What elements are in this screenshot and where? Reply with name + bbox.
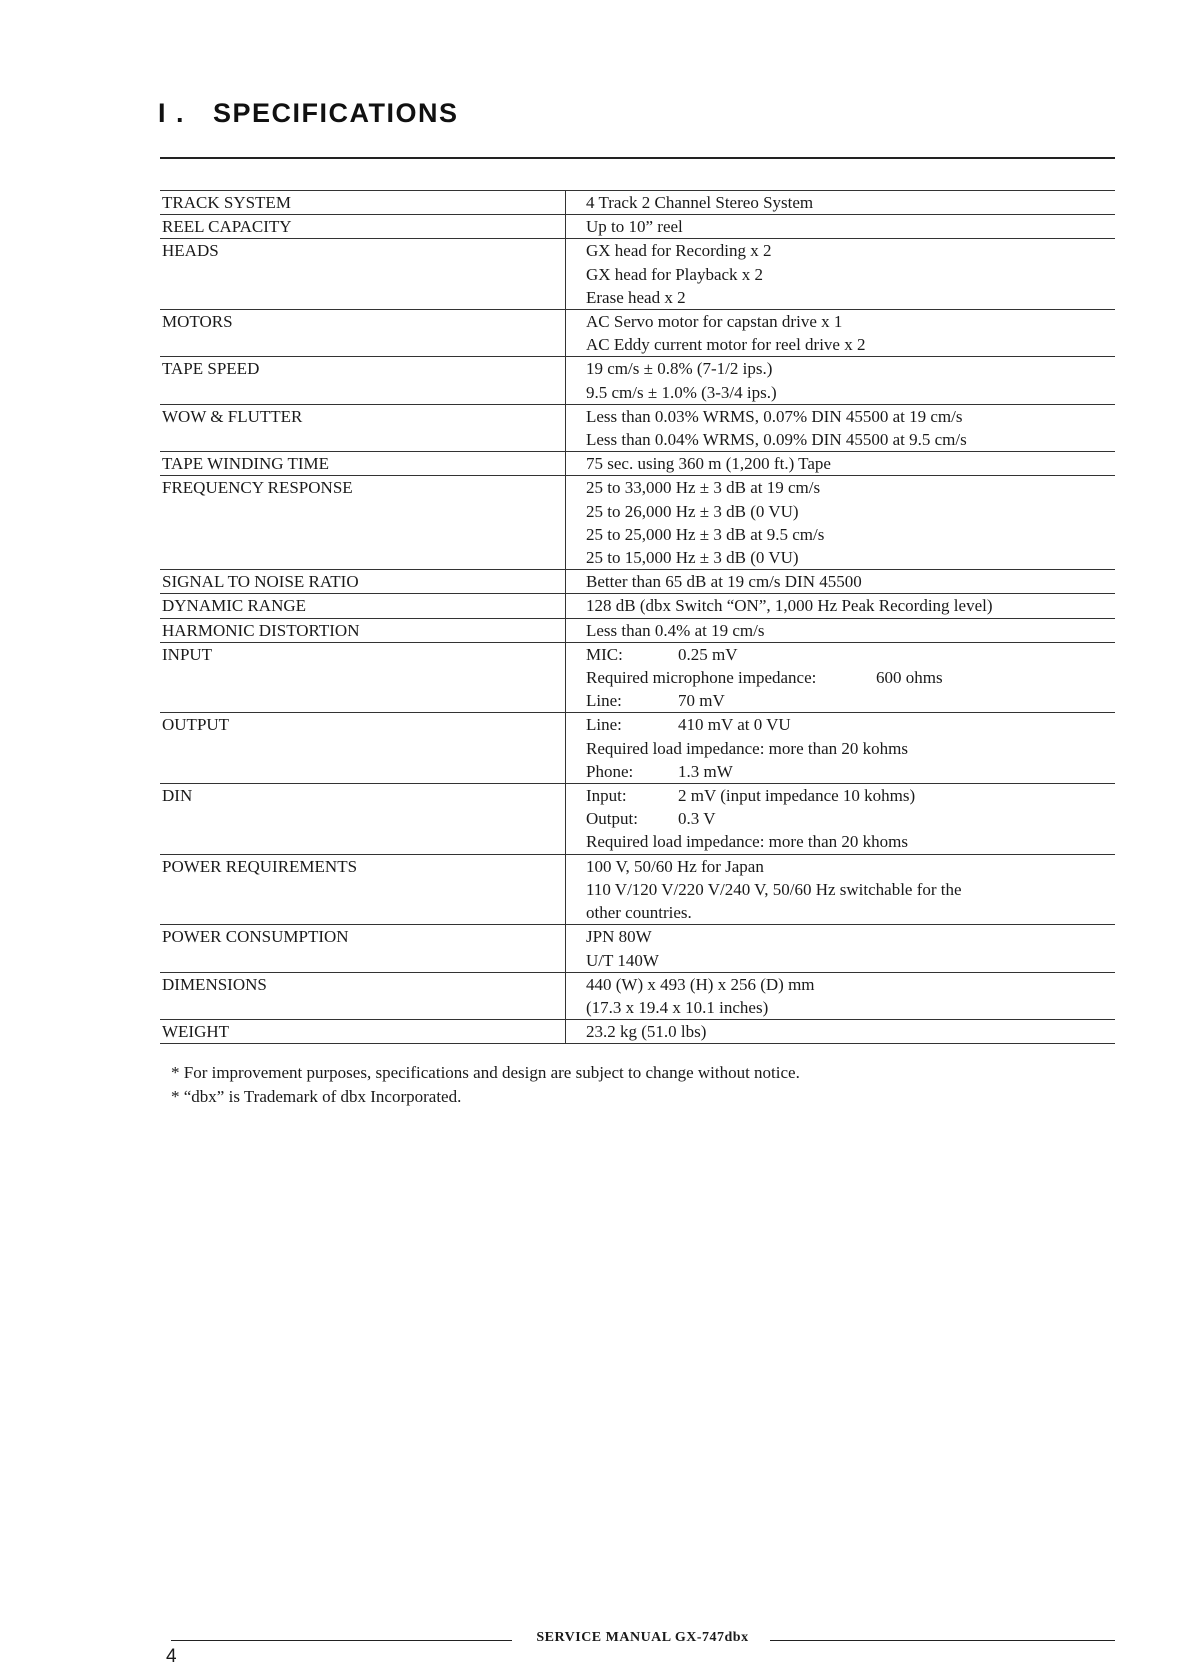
footer-rule-right [770,1640,1115,1641]
spec-values [565,570,1115,593]
spec-value-line [586,949,1115,972]
spec-label: WEIGHT [162,1022,230,1042]
spec-row [160,784,1115,855]
footnote: * “dbx” is Trademark of dbx Incorporated. [171,1086,462,1106]
spec-value-line [586,996,1115,1019]
spec-value-line [586,239,1115,262]
spec-value-line [586,737,1115,760]
spec-value-text: Less than 0.03% WRMS, 0.07% DIN 45500 at 19 cm/s [586,406,963,426]
spec-value-text: 100 V, 50/60 Hz for Japan [586,856,764,876]
section-title: SPECIFICATIONS [213,98,459,128]
spec-value-line [586,689,1115,712]
spec-values [565,405,1115,451]
spec-values [565,713,1115,783]
spec-row [160,357,1115,404]
spec-row [160,239,1115,310]
spec-values [565,476,1115,569]
spec-value-line [586,215,1115,238]
title-rule [160,157,1115,159]
spec-value-text: 25 to 33,000 Hz ± 3 dB at 19 cm/s [586,478,821,498]
spec-value-line [586,333,1115,356]
spec-value-line [586,784,1115,807]
spec-value-key: Required microphone impedance: [586,668,817,688]
spec-row [160,1020,1115,1044]
spec-row [160,310,1115,357]
spec-value-line [586,713,1115,736]
spec-row [160,643,1115,714]
spec-label: DIMENSIONS [162,974,267,994]
spec-value-text: JPN 80W [586,927,652,947]
spec-label: DIN [162,786,193,806]
spec-value-text: AC Eddy current motor for reel drive x 2 [586,335,866,355]
spec-value-line [586,263,1115,286]
spec-value-line [586,901,1115,924]
spec-value-line [586,500,1115,523]
spec-value-text: 440 (W) x 493 (H) x 256 (D) mm [586,974,815,994]
spec-value-text: 19 cm/s ± 0.8% (7-1/2 ips.) [586,359,773,379]
spec-value-text: Better than 65 dB at 19 cm/s DIN 45500 [586,572,862,592]
spec-value-text: (17.3 x 19.4 x 10.1 inches) [586,997,769,1017]
spec-row [160,713,1115,784]
spec-value-text: 0.3 V [678,809,716,829]
spec-value-text: Less than 0.4% at 19 cm/s [586,620,765,640]
page-title [158,98,459,129]
spec-label: OUTPUT [162,715,230,735]
spec-row [160,191,1115,215]
spec-row [160,452,1115,476]
spec-label: HEADS [162,241,219,261]
spec-value-text: 2 mV (input impedance 10 kohms) [678,786,916,806]
spec-value-text: 23.2 kg (51.0 lbs) [586,1022,707,1042]
spec-label: POWER REQUIREMENTS [162,856,358,876]
footnotes [171,1061,800,1108]
spec-value-line [586,381,1115,404]
spec-value-text: 0.25 mV [678,644,738,664]
spec-value-text: AC Servo motor for capstan drive x 1 [586,312,843,332]
spec-row [160,476,1115,570]
spec-value-line [586,643,1115,666]
spec-label: TRACK SYSTEM [162,193,291,212]
spec-value-text: 25 to 25,000 Hz ± 3 dB at 9.5 cm/s [586,524,825,544]
spec-value-line [586,1020,1115,1043]
footer-manual-title: SERVICE MANUAL GX-747dbx [536,1630,749,1645]
spec-label: TAPE SPEED [162,359,260,379]
spec-value-line [586,523,1115,546]
spec-value-line [586,760,1115,783]
spec-value-line [586,830,1115,853]
spec-value-line [586,357,1115,380]
specifications-table [160,190,1115,1044]
spec-value-line [586,594,1115,617]
spec-value-key: Input: [586,786,627,806]
spec-value-line [586,546,1115,569]
spec-value-text: U/T 140W [586,950,659,970]
spec-value-text: 25 to 15,000 Hz ± 3 dB (0 VU) [586,548,799,568]
spec-value-key: MIC: [586,644,623,664]
spec-values [565,191,1115,214]
spec-value-line [586,807,1115,830]
spec-row [160,619,1115,643]
spec-value-text: Required load impedance: more than 20 khoms [586,832,908,852]
spec-label: POWER CONSUMPTION [162,927,349,947]
spec-value-line [586,428,1115,451]
spec-value-text: 9.5 cm/s ± 1.0% (3-3/4 ips.) [586,382,777,402]
spec-label: REEL CAPACITY [162,217,292,237]
spec-label: MOTORS [162,312,233,332]
spec-values [565,1020,1115,1043]
spec-value-key: Phone: [586,761,634,781]
spec-row [160,215,1115,239]
spec-value-text: GX head for Recording x 2 [586,241,772,261]
spec-value-text: 1.3 mW [678,761,733,781]
spec-values [565,239,1115,309]
spec-value-line [586,666,1115,689]
spec-values [565,643,1115,713]
spec-value-text: other countries. [586,903,692,923]
spec-row [160,405,1115,452]
spec-value-text: Less than 0.04% WRMS, 0.09% DIN 45500 at 9.5 cm/s [586,430,967,450]
spec-values [565,594,1115,617]
spec-values [565,855,1115,925]
spec-value-key: Output: [586,809,638,829]
spec-value-line [586,973,1115,996]
spec-label: FREQUENCY RESPONSE [162,478,353,498]
spec-value-line [586,570,1115,593]
spec-label: INPUT [162,644,213,664]
spec-value-line [586,286,1115,309]
spec-value-text: 4 Track 2 Channel Stereo System [586,193,814,212]
spec-label: WOW & FLUTTER [162,406,303,426]
spec-value-line [586,452,1115,475]
spec-values [565,452,1115,475]
spec-values [565,784,1115,854]
spec-value-text: Up to 10” reel [586,217,683,237]
spec-value-text: 128 dB (dbx Switch “ON”, 1,000 Hz Peak Recording level) [586,596,993,616]
spec-row [160,973,1115,1020]
spec-label: DYNAMIC RANGE [162,596,307,616]
spec-row [160,925,1115,972]
spec-value-line [586,619,1115,642]
spec-values [565,215,1115,238]
spec-values [565,619,1115,642]
spec-value-key: Line: [586,715,622,735]
spec-label: HARMONIC DISTORTION [162,620,360,640]
spec-values [565,357,1115,403]
spec-value-text: Erase head x 2 [586,287,686,307]
spec-value-line [586,855,1115,878]
page-number: 4 [166,1646,177,1667]
spec-value-text: 25 to 26,000 Hz ± 3 dB (0 VU) [586,501,799,521]
spec-value-text: Required load impedance: more than 20 kohms [586,738,908,758]
spec-value-key: Line: [586,691,622,711]
spec-value-line [586,925,1115,948]
spec-row [160,594,1115,618]
spec-value-text: GX head for Playback x 2 [586,264,764,284]
spec-value-text: 110 V/120 V/220 V/240 V, 50/60 Hz switchable for the [586,879,962,899]
spec-values [565,310,1115,356]
spec-value-line [586,405,1115,428]
spec-value-text: 70 mV [678,691,725,711]
spec-row [160,570,1115,594]
spec-value-text: 75 sec. using 360 m (1,200 ft.) Tape [586,454,831,474]
spec-label: TAPE WINDING TIME [162,454,330,474]
spec-value-line [586,191,1115,214]
spec-value-line [586,476,1115,499]
spec-value-line [586,878,1115,901]
footer-rule-left [171,1640,512,1641]
spec-values [565,925,1115,971]
spec-value-text: 600 ohms [876,668,943,688]
spec-value-text: 410 mV at 0 VU [678,715,791,735]
spec-label: SIGNAL TO NOISE RATIO [162,572,359,592]
spec-value-line [586,310,1115,333]
footnote: * For improvement purposes, specifications and design are subject to change without notice. [171,1063,800,1082]
spec-row [160,855,1115,926]
spec-values [565,973,1115,1019]
section-number: I . [158,98,186,128]
